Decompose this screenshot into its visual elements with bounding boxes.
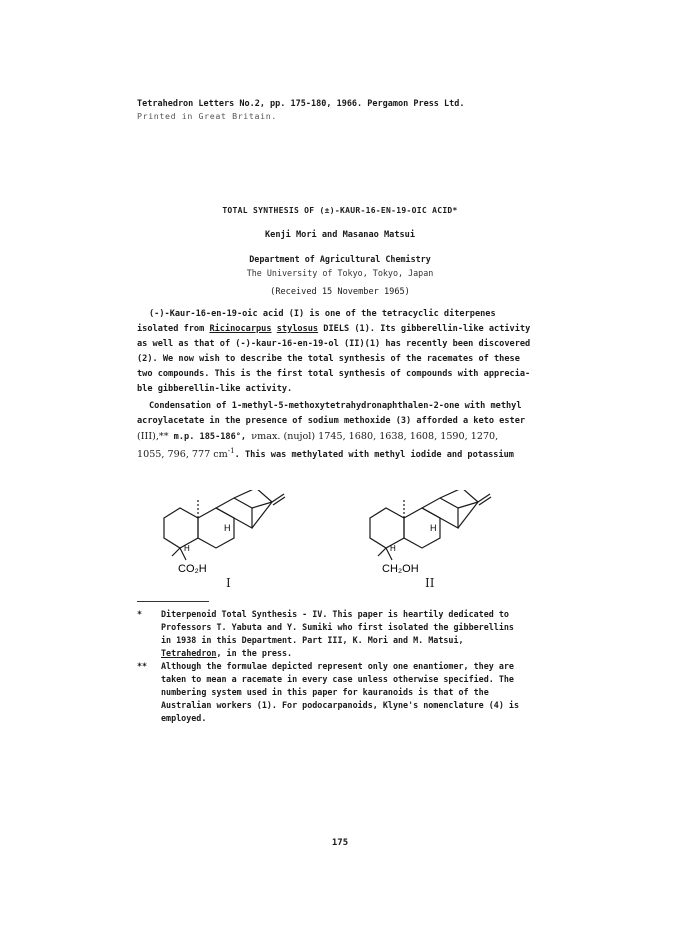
footnote-line: Tetrahedron, in the press. [161,648,293,658]
ring-a [164,508,198,548]
h-label: H [390,544,396,553]
paper-title: TOTAL SYNTHESIS OF (±)-KAUR-16-EN-19-OIC ACID* [222,206,458,215]
h-label: H [430,523,437,533]
body-line: (-)-Kaur-16-en-19-oic acid (I) is one of the tetracyclic diterpenes [149,309,496,319]
footnote-line: Professors T. Yabuta and Y. Sumiki who first isolated the gibberellins [161,622,514,632]
footnote-2: ** Although the formulae depicted represent only one enantiomer, they are [137,661,514,671]
body-line: isolated from Ricinocarpus stylosus DIELS (1). Its gibberellin-like activity [137,324,531,334]
c4-bond [172,548,180,556]
affiliation-department: Department of Agricultural Chemistry [249,254,431,264]
exo-methylene [272,494,284,502]
footnote-divider [137,601,209,602]
body-line: 1055, 796, 777 $cm^{-1}$. This was methylated with methyl iodide and potassium [137,447,514,460]
footnote-line: Australian workers (1). For podocarpanoids, Klyne's nomenclature (4) is [161,700,519,710]
footnote-line: in 1938 in this Department. Part III, K. Mori and M. Matsui, [161,635,464,645]
c4-bond [378,548,386,556]
ring-a [370,508,404,548]
body-line: Condensation of 1-methyl-5-methoxytetrahydronaphthalen-2-one with methyl [149,401,522,411]
ring-d [234,490,272,528]
body-line: acroylacetate in the presence of sodium methoxide (3) afforded a keto ester [137,416,526,426]
genus-name: Ricinocarpus [209,324,272,334]
body-line: as well as that of (-)-kaur-16-en-19-ol (II)(1) has recently been discovered [137,339,531,349]
h-label: H [184,544,190,553]
footnote-line: employed. [161,713,207,723]
structures-figure [150,490,550,590]
authors: Kenji Mori and Masanao Matsui [264,230,416,240]
body-line: ble gibberellin-like activity. [137,384,293,394]
substituent-co2h: CO₂H [178,563,207,575]
exo-methylene [478,494,490,502]
body-line: two compounds. This is the first total synthesis of compounds with apprecia- [137,369,531,379]
body-line: (2). We now wish to describe the total synthesis of the racemates of these [137,354,520,364]
h-label: H [224,523,231,533]
substituent-ch2oh: CH₂OH [382,563,419,575]
received-date: (Received 15 November 1965) [270,287,410,297]
footnote-line: numbering system used in this paper for kauranoids is that of the [161,687,489,697]
printed-in-notice: Printed in Great Britain. [137,111,277,121]
page-number: 175 [331,838,349,848]
species-name: stylosus [276,324,319,334]
ring-d [440,490,478,528]
structure-label-I: I [226,576,231,590]
footnote-1: * Diterpenoid Total Synthesis - IV. This paper is heartily dedicated to [137,609,509,619]
footnote-line: taken to mean a racemate in every case unless otherwise specified. The [161,674,514,684]
body-line: (III),** m.p. 185-186°, νmax. (nujol) 1745, 1680, 1638, 1608, 1590, 1270, [137,431,499,442]
structure-label-II: II [425,576,435,590]
affiliation-university: The University of Tokyo, Tokyo, Japan [246,268,434,278]
journal-citation: Tetrahedron Letters No.2, pp. 175-180, 1966. Pergamon Press Ltd. [137,99,465,109]
